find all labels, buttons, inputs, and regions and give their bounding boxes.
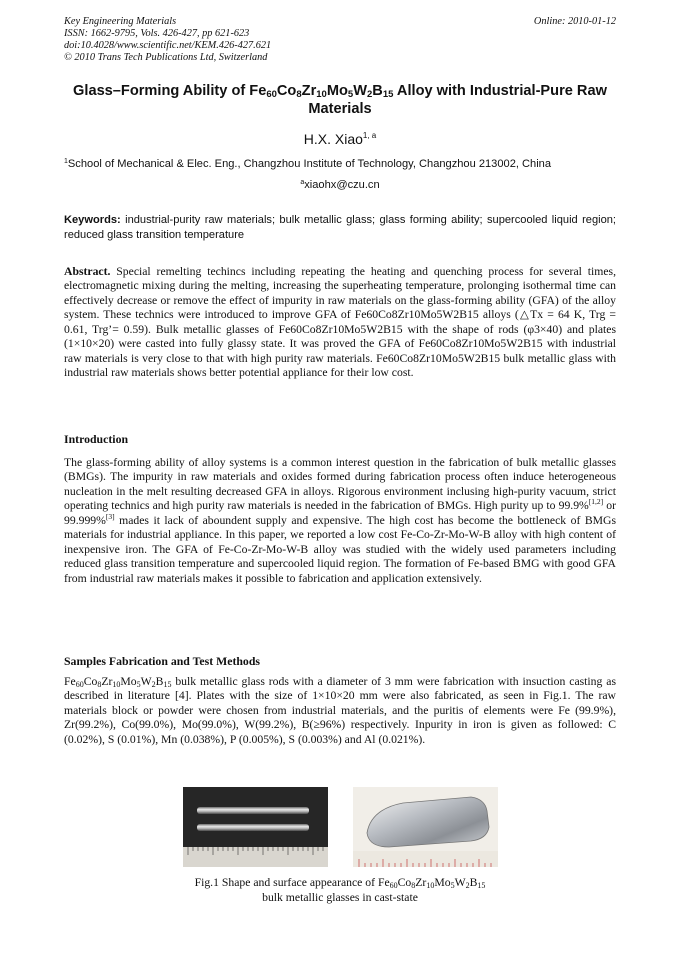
introduction-paragraph: The glass-forming ability of alloy systems is a common interest question in the fabrication of bulk metallic glasses (BMGs). The impurity in raw materials and oxides formed during fabrication process often induce heterogeneous nucleation in the melt resulting decreased GFA in alloys. Rigorous environment inclusing high-purity vacuum, strict operating technics and high purity raw materials is needed in the fabrication of BMGs. High purity up to 99.9%[1,2] or 99.999%[3] mades it lack of aboundent supply and expensive. The high cost has become the bottleneck of BMGs materials for industrial appliance. In this paper, we reported a low cost Fe-Co-Zr-Mo-W-B alloy with high content of inexpensive iron. The GFA of Fe-Co-Zr-Mo-W-B alloy was studied with the widely used parameters including reduced glass transition temperature and supercooled liquid region. The formation of Fe-based BMG with good GFA from industrial raw materials makes it possible to fabrication and application extensively.	[64, 456, 616, 585]
abstract	[64, 265, 616, 381]
ruler	[353, 851, 498, 867]
abstract-text: Special remelting techincs including repeating the heating and quenching process for several times, electromagnetic mixing during the melting, increasing the superheating temperature, prolonging isothermal time can effectively decrease or remove the effect of impurity in raw materials on the glass-forming ability (GFA) of the alloy system. These technics were introduced to improve GFA of Fe60Co8Zr10Mo5W2B15 alloys (△Tx = 64 K, Trg = 0.61, Trg’= 0.59). Bulk metallic glasses of Fe60Co8Zr10Mo5W2B15 with the shape of rods (φ3×40) and plates (1×10×20) were casted into fully glassy state. It was proved the GFA of Fe60Co8Zr10Mo5W2B15 with industrial raw materials is very close to that with high purity raw materials. Fe60Co8Zr10Mo5W2B15 bulk metallic glass with industrial raw materials shows better potential appliance for their low cost.	[64, 265, 616, 380]
author-name: H.X. Xiao	[303, 131, 363, 147]
caption-line-1: Fig.1 Shape and surface appearance of $Fe_{60}Co_8Zr_{10}Mo_5W_2B_{15}$	[194, 876, 486, 890]
ruler	[183, 847, 328, 867]
keywords	[64, 213, 616, 242]
author-line	[64, 131, 616, 147]
caption-line-2: bulk metallic glasses in cast-state	[262, 890, 418, 904]
doi-line: doi:10.4028/www.scientific.net/KEM.426-427.621	[64, 40, 272, 51]
rod-top	[197, 807, 309, 814]
keywords-label: Keywords:	[64, 214, 121, 226]
issn-line: ISSN: 1662-9795, Vols. 426-427, pp 621-623	[64, 28, 250, 39]
citation-1-2: [1,2]	[588, 497, 604, 507]
plate-illustration	[353, 787, 498, 867]
rod-bottom	[197, 824, 309, 831]
online-date: Online: 2010-01-12	[533, 16, 616, 27]
keywords-text: industrial-purity raw materials; bulk metallic glass; glass forming ability; supercooled liquid region; reduced glass transition temperature	[64, 214, 616, 241]
abstract-label: Abstract.	[64, 265, 111, 278]
samples-heading: Samples Fabrication and Test Methods	[64, 654, 260, 668]
citation-3: [3]	[105, 511, 115, 521]
author-email: $^a$xiaohx@czu.cn	[300, 179, 380, 191]
journal-header	[64, 16, 616, 64]
figure-plate-photo	[353, 787, 498, 867]
introduction-heading: Introduction	[64, 432, 129, 446]
figure-caption	[64, 876, 616, 905]
author-affiliation-mark: 1, a	[362, 131, 377, 140]
copyright-line: © 2010 Trans Tech Publications Ltd, Switzerland	[64, 52, 268, 63]
affiliation: $^1$School of Mechanical & Elec. Eng., Changzhou Institute of Technology, Changzhou 213002, China	[64, 158, 552, 170]
samples-paragraph: $Fe_{60}Co_8Zr_{10}Mo_5W_2B_{15}$ bulk metallic glass rods with a diameter of 3 mm were fabrication with insuction casting as described in literature [4]. Plates with the size of 1×10×20 mm were also fabricated, as seen in Fig.1. The raw materials block or powder were chosen from industrial materials, and the puritis of elements were Fe (99.9%), Zr(99.2%), Co(99.0%), Mo(99.0%), W(99.2%), B(≥96%) respectively. Inpurity in iron is given as followed: C (0.02%), S (0.01%), Mn (0.038%), P (0.005%), S (0.003%) and Al (0.021%).	[64, 675, 616, 746]
figure-rods-photo	[183, 787, 328, 867]
journal-name: Key Engineering Materials	[64, 16, 177, 27]
rods-illustration	[183, 787, 328, 867]
paper-title: Glass–Forming Ability of $Fe_{60}Co_8Zr_{10}Mo_5W_2B_{15}$ Alloy with Industrial-Pure Raw Materials	[73, 83, 607, 117]
